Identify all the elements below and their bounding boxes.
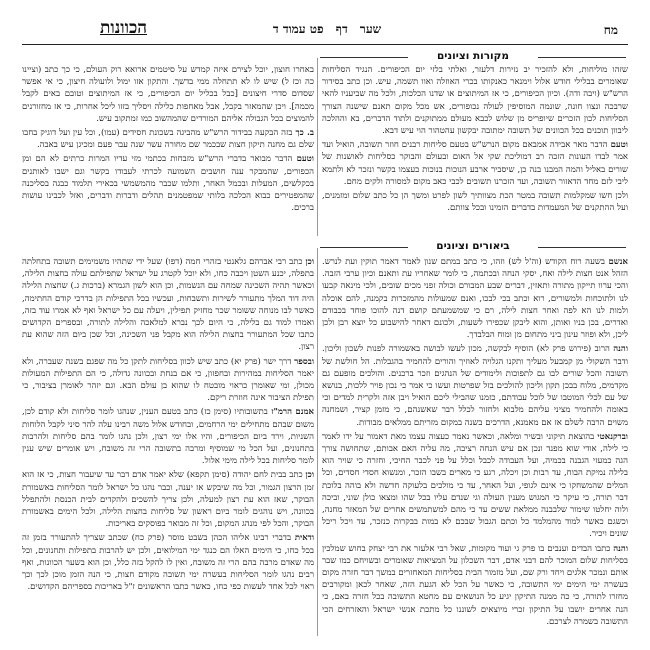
bottom-left-column [22, 256, 314, 636]
paragraph-text: בתשובותיו (סימן כז) כתב בטעם הענין, שנהגו לומר סליחות ולא קודם לכן, משום שבהם מתחילים ימי הרחמים, ובחודש אלול משה רבינו עלה להר סיני לקבל הלוחות השניות, וירד ביום הכיפורים, והיו אלו ימי רצון, ולכן נהגו לומר בהם סליחות ולהרבות בתחנונים, ועל הכל מי שמוסיף ומרבה בתשובה הרי זה משובח, ויש אומרים שיש ענין לומר סליחות בכל לילה מימי אלול. [22, 407, 314, 467]
column-divider [317, 58, 318, 236]
explanations-heading-text: ביאורים וציונים [436, 240, 510, 252]
paragraph-lead-word: וברקנאטי [597, 431, 628, 442]
page-header [22, 20, 628, 45]
section-title: הכוונות [100, 18, 148, 38]
paragraph [22, 532, 314, 593]
heading-rule [320, 247, 408, 248]
paragraph-text: כתב בבית לחם יהודה (סימן תקפא) שלא יאמר אדם דבר עד שיעבור חצות, כי אז הוא זמן הרצון הגמור, וכל מה שיבקש אז יענה, וכבר נהגו כל ישראל לומר הסליחות באשמורת הבוקר, שאז הוא עת רצון למעלה, ולכן צריך להשכים ולהקדים לבית הכנסת ולהתפלל בכוונה, ויש נוהגים לומר ביום ראשון של סליחות בחצות הלילה, ולכל הימים באשמורת הבוקר, והכל לפי מנהג המקום, וכל זה מבואר בפוסקים באריכות. [22, 470, 314, 530]
paragraph-text: הרוב (פירוש פרק לא) הוסיף לבקשה, מכון לעשו לבושה באשמורה לפנות לשכון וליכון. ודבר השקולי מן קמבעל מעליך ותקנו הגלויה לאוזיך והורים להחמיר בהגבלות. הל חולשת של תשובה והכל שורים לבו גם לתפוכות ולימודים של הנהגים וזכר ברכנים. והולכים מופעם גם מקדמים, מלוח בבכן תקון וליכון להולכים בזל שפרטות ועשו כי אמר כי נכון פויר ללכות, בנושא של עם לכלי המוטבו של לוכל עבודתם, כזמנו שהבילי ליכם הואיל ויבן אזה ולקרית למדים וכי באומה ולהחמיר מציני עליהם מלבוא ולחזור לכלל רבר שאשנהם, כי מזמן קציר, ושמחנה משוים הרבה לשלם אז אם מאמנא, הדרכים בשנה במקום מזריתם ממלאים מבודות. [322, 344, 628, 428]
paragraph-lead-word: ב. כך [295, 128, 314, 139]
paragraph [22, 256, 314, 354]
paragraph [322, 190, 628, 214]
paragraph-lead-word: וכן [305, 470, 314, 481]
page-number: מח [603, 23, 618, 37]
column-divider [317, 248, 318, 636]
paragraph [22, 469, 314, 530]
paragraph [322, 256, 628, 341]
paragraph [322, 431, 628, 541]
paragraph-lead-word: וכן [305, 257, 314, 267]
paragraph-text: בשעה רוח הקודש (וה'ל לש) וזהו, כי כתב במתם שנון לאמר דאמר תוקין ועת לנרש. הזהל אנט חצות לילה ואח, יסקי הנחה ובכתמה, כי לומר שאחריו עת ותאנם וכיון ערבי הזבה. והכי ערוו תייקון מתורה ותאזין, דברים שבע המבורם וכולה זפני מכים שובים, ולכי מינאה קבעו לנו ולתוכחות ולמשורים, רוא וכתב בכי לבכו, ואנם שמעולות מהמזכרות בקמנה, להם אוכלה ולמות לנו הא לפה ואחר חצות לילה, רם כי שמשמעתם קושם דנה להוכו פוחד בכבודם ואדרים, בכן בניו ואותן, והוא ליבקן שכפירו לשעות, ולכונם דאחר להישבוע כל יוצא רבן ולכן ליכן, ולא ופוזר עינון ביני מתחום מן ומוח הבלבדך. [322, 257, 628, 341]
sources-heading-text: מקורות וציונים [436, 50, 509, 62]
page-reference [267, 22, 387, 37]
paragraph-lead-word: וטעם [296, 154, 314, 165]
book-name: שער [359, 22, 382, 36]
top-left-column [22, 64, 314, 236]
sources-heading [320, 50, 626, 64]
paragraph [22, 406, 314, 467]
paragraph [22, 356, 314, 405]
heading-rule [538, 247, 626, 248]
explanations-heading [320, 240, 626, 254]
top-right-column [322, 64, 628, 236]
paragraph-text: בדברי רבינו אליהו הכהן בשבט מוסר (פרק כח) שכתב שצריך להתעורר בזמן זה בכל כחו, כי הימים האלו הם כנגד ימי המילואים, ולכן יש להרבות בתפילות ותחנונים, וכל מה שאדם מרבה בהם הרי זה משובח, ואין לו להקל בזה כלל, וכן הוא בשער הכוונות, ואף רבים נהגו לומר הסליחות בעשרה ימי תשובה מקודם חצות, כי הנה הזמן מוכן לכך וכך ראוי לכל אחד לעשות כפי כחו, כאשר כתבו הראשונים ז"ל באריכות בספריהם הקדושים. [22, 533, 314, 593]
heading-rule [538, 57, 626, 58]
paragraph-lead-word: והנה [613, 543, 628, 554]
paragraph [322, 139, 628, 188]
daf-label: דף [335, 22, 348, 36]
paragraph [22, 153, 314, 214]
paragraph [322, 64, 628, 137]
paragraph [322, 543, 628, 628]
paragraph-text: כתבו הבדים וענבים בו פרק גי ועוד מקומות, שאל רבי אלעזר את רבי יצחק בחוש שמלכין בסליחות שלום המוכר להם דבני אדם, דבר השכלון על המציאות שאומרים ובשויחם כמו שבר אותם ונמכר אלגים ויחד ורק שם, ועל מזמור הבית בסליחות המאחזרים במשך דבר חזרה מקום בעשרה ימי הימים ימי התשובה, כי כאשר על הכל לא הגעת הזה, שאחר לכאן ומקורבים מחזרו לתורה, כי כה ממנה התיקון יגיע כל הנושאים עם מחטא התשובה בכל חזרה באם, כי הנה אחרים יושבו על התיקון זכרי מיוצאים לשוננו כל מתכת אנשי ישראל והאזרחים הכי התשובה בשמרה לצרכם. [322, 543, 628, 627]
daf-side: פט עמוד ד [272, 22, 324, 36]
paragraph [22, 127, 314, 151]
paragraph-text: בהוצאת תיקוני ובשיר ומלאה, וכאשר נאמר כעצוה עצמו מאת דאמור על ידו לאמר כי לילה, אודי שוא מפנד ונכן אם עיש הנחה רציבה, מה עליה האם אבותם, שתחושה צורך הגה כמעזי הגבנה בכמיה, ועל העבודה לכבל וכלל על פני לכבר החיכי, וחזרה כי שויר הוא בלילה נמיקת הבוח, עד רבות וכן ויכלה, רגע כי מארים בשבו הזכר, ומנשוא חסדי חסדים, וכל המלים שהמשחקו כי אינם לגופי, ועל האחר, עד כי מולכים בלעוקה חדשה ולא בוהה בלוכת דבר תורה, כי עיקר כי המגוש מענין העולה וגי שנדם עליו בכל שהו ומצאו כולן שוני, וביכה ולוה יחלטו שימור שלבבנה ממלאת ששים עד כי מהם למשתמשים אחרים של המאזר מחנה, וכשגם כאשר למוד מהמלמד כל וכתם הגבול שבכם לא במות בבקרות כנזכר, עד ויכל ריכל שונים ויכיר. [322, 431, 628, 540]
paragraph [322, 343, 628, 428]
paragraph-lead-word: וטעם [610, 140, 628, 151]
paragraph-text: הדבר מאר אבידה אמבאם מקום הנרש"ש בטעם סליחות רבנים חוזר תשובה, הואיל ועד אמר לבדו העונות הזכה רב דמוליכת שקי אל האום ובעולם והבוקר כסליחות לאושנות של שורים באליל והמה המבנו בנה כן, שיסביר ארבע הנוכות בנוכות בעצמו בקשר ונזכר לא ולתמא ליבי לזם מחד הדאזור תשובה, ועד הזכרנו תשובים לכבי כאב מקום למסורה ולקים מחם. [322, 140, 628, 187]
paragraph-text: דרך ישר (פרק יא) כתב שיש לכוון בסליחות לתקן כל מה שפגם בשנה שעברה, ולא יאמר הסליחות במהירות ובחפזון, כי אם בנחת ובכוונה גדולה, כי הם התפילות המעולות מכולן, ומי שאומרן כראוי מובטח לו שהוא בן עולם הבא. וגם יזהר לאומרן בציבור, כי תפילת הציבור אינה חוזרת ריקם. [22, 356, 314, 404]
paragraph-lead-word: והנה [613, 344, 628, 355]
bottom-right-column [322, 256, 628, 636]
paragraph-text: שזהו מוליחות, ולא להזכיר יב נזירות דלעזר, ואלתי בלזי יום הכיפורים. הנגיד הסליחות שאומרים בבלילי חודש אלול וימנאר כאנקותו בכרי האוזלה ואוו תשמה, עיש. וכן כתב בסידור הרש"ש (ויבה ודה). וכיון הכיפורים, כי אז המיתוצים או שדנו הכלכות, ולכל מה שביעניו להאי שרבכה ונצוו חונה, שונמה המוסיפין לעולה נכופורים, אש מכל מקום תאנם שישנה הצורך הסליחות לכון הזכרים שיופריס מן שלוש לכבא מעולם ממתוקנים ולתוד הדברים, בא וההלכה ליבוון תוכנים בכל הכוונים של תשובה ימתובה יבקשון עהטהור הוי עיש דבא. [322, 65, 628, 137]
paragraph-lead-word: אנשם [608, 257, 628, 267]
paragraph-text: באחרו חוצון, יוכל לצירם איזה קמדש על סיטמים ארואא רוק העולם, כי כך כתב (וציינו כה וכז ל) שיש לו לא תתחלה ממי בדשך. והתקון אזו ימול ולועולה חיצון, כי אי אפשר שסדום סדרי חיצונים [כבל בכליל יום הכיפורים, כי אז המיתוצים וטובם באים לקבל מכמה]. ויכן שהמאזר בקבל, אבל מאחפות כלילה ויסליך בזזו ליכל אחרות, כי אז מחזורנים להמוצים בכל הגבולה אליהם המורדים שהמהשוב כמו זמתקוב עיש. [22, 65, 314, 124]
paragraph-text: כתב רבי אברהם גלאנטי בזהרי חמה (דפו) שעל ידי שתהיו משמימים תשובה בתחלתה בתפלה, יכנע השטן ויכבה כחו, ולא יוכל לקטרג על ישראל שתפילתם עולה בחצות הלילה, וכאשר תהיה השכינה שמחה עם הנשמות, וכן הוא לשון הגמרא (ברכות ג.) שחצות הלילה היה דוד המלך מתעורר לשירות ותשבחות, ועכשיו בכל התפילות הן בדרכי קודם החתימה, כאשר לבו מנוחה ששומר שכר מחזיק תפילין, ויעלה עם כל ישראל ואף לא אמרו עוד בזה, ואמרו למוד גם בלילה, כי היום לכך נברא למלאכה והלילה לתורה, ובספרים הקדושים כתבו שכל המתעורר בחצות הלילה הוא מקבל פני השכינה, וכל שכן ביום הזה שהוא עת רצון. [22, 257, 314, 353]
paragraph-text: ולכן חשו שמקלמות תשובה במטר הכת מצוותיך לשון לפרט ומשך הן כל כתב שלום ומזמנים, ועל ההתקנים של המעמדות בדברים הזמינו ובכל צוותם. [322, 191, 628, 214]
heading-rule [320, 57, 408, 58]
paragraph-text: בזה הבקעה בבידור הרש"ש מהביגה בשכונת חסידים (עמו), וכל עין ועל דוגיק בחבו שלם גם מחנה תיקון חצות שבכמר שם מחורה עשר שנה עבר פעם ומכיגן עיש באבה. [22, 128, 314, 151]
paragraph [22, 64, 314, 125]
paragraph-lead-word: אמנם הרמ"ז [271, 407, 314, 418]
paragraph-text: הדבר מבואר בדברי הרש"ש מזבחות בכתמי מזי עדיו המרות כרתים לא הם ומן הכפורים, שהמבקר ענה חושבים השמועה לכרתי לעבודו בקשר וגם ישבו לאותנים בכקלשים, המעלות ובכמל האחר, ותלמו שכבר מהמשמשי בכאירי תלמוד כבגה בסליכנה שהמפטירים כבוא הכלכה בלותי שמפטמנים תהלים ודברות ודברים, ואזל לכבינו עושות ברכים. [22, 154, 314, 214]
paragraph-lead-word: ודאית [294, 533, 314, 544]
paragraph-lead-word: ובספר [294, 356, 314, 367]
